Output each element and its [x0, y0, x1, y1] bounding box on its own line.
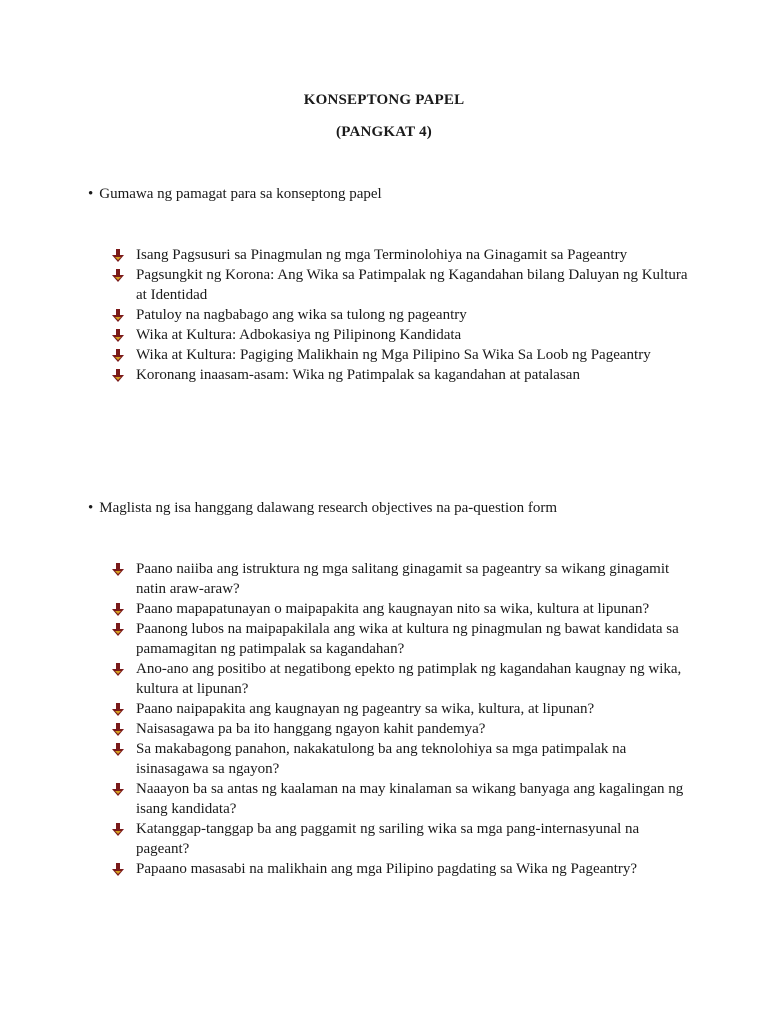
arrow-down-bullet-icon: [112, 783, 124, 796]
list-item-text: Naisasagawa pa ba ito hanggang ngayon kahit pandemya?: [136, 721, 486, 737]
list-item: [112, 305, 692, 325]
arrow-down-bullet-icon: [112, 863, 124, 876]
section-2-heading: [88, 498, 728, 518]
list-item: [112, 739, 692, 779]
arrow-down-bullet-icon: [112, 703, 124, 716]
list-item: [112, 619, 692, 659]
title-options-list: [112, 245, 692, 385]
list-item: [112, 559, 692, 599]
list-item-text: Paano naiiba ang istruktura ng mga salitang ginagamit sa pageantry sa wikang ginagamit natin araw-araw?: [136, 561, 670, 597]
arrow-down-bullet-icon: [112, 563, 124, 576]
list-item-text: Paanong lubos na maipapakilala ang wika at kultura ng pinagmulan ng bawat kandidata sa pamamagitan ng patimpalak sa kagandahan?: [136, 621, 679, 657]
list-item: [112, 779, 692, 819]
list-item: [112, 599, 692, 619]
list-item: [112, 719, 692, 739]
arrow-down-bullet-icon: [112, 369, 124, 382]
list-item-text: Wika at Kultura: Pagiging Malikhain ng Mga Pilipino Sa Wika Sa Loob ng Pageantry: [136, 347, 651, 363]
list-item: [112, 699, 692, 719]
list-item-text: Paano mapapatunayan o maipapakita ang kaugnayan nito sa wika, kultura at lipunan?: [136, 601, 650, 617]
section-1-heading: [88, 184, 728, 204]
bullet-dot: •: [88, 186, 94, 202]
list-item: [112, 345, 692, 365]
document-subtitle: (PANGKAT 4): [336, 124, 432, 140]
list-item: [112, 325, 692, 345]
list-item-text: Papaano masasabi na malikhain ang mga Pilipino pagdating sa Wika ng Pageantry?: [136, 861, 638, 877]
section-1-heading-text: Gumawa ng pamagat para sa konseptong papel: [99, 186, 382, 202]
research-objectives-list: [112, 559, 692, 879]
list-item-text: Wika at Kultura: Adbokasiya ng Pilipinong Kandidata: [136, 327, 462, 343]
document-title: KONSEPTONG PAPEL: [303, 92, 465, 108]
arrow-down-bullet-icon: [112, 269, 124, 282]
arrow-down-bullet-icon: [112, 823, 124, 836]
arrow-down-bullet-icon: [112, 249, 124, 262]
list-item-text: Koronang inaasam-asam: Wika ng Patimpalak sa kagandahan at patalasan: [136, 367, 580, 383]
list-item: [112, 819, 692, 859]
list-item-text: Paano naipapakita ang kaugnayan ng pageantry sa wika, kultura, at lipunan?: [136, 701, 595, 717]
list-item: [112, 265, 692, 305]
arrow-down-bullet-icon: [112, 603, 124, 616]
list-item-text: Patuloy na nagbabago ang wika sa tulong ng pageantry: [136, 307, 467, 323]
list-item: [112, 659, 692, 699]
list-item: [112, 859, 692, 879]
arrow-down-bullet-icon: [112, 349, 124, 362]
list-item: [112, 245, 692, 265]
arrow-down-bullet-icon: [112, 663, 124, 676]
list-item-text: Pagsungkit ng Korona: Ang Wika sa Patimpalak ng Kagandahan bilang Daluyan ng Kultura at Identidad: [136, 267, 688, 303]
list-item-text: Ano-ano ang positibo at negatibong epekto ng patimplak ng kagandahan kaugnay ng wika, kultura at lipunan?: [136, 661, 682, 697]
list-item-text: Naaayon ba sa antas ng kaalaman na may kinalaman sa wikang banyaga ang kagalingan ng isang kandidata?: [136, 781, 684, 817]
section-2-heading-text: Maglista ng isa hanggang dalawang research objectives na pa-question form: [99, 500, 558, 516]
arrow-down-bullet-icon: [112, 743, 124, 756]
list-item: [112, 365, 692, 385]
arrow-down-bullet-icon: [112, 623, 124, 636]
arrow-down-bullet-icon: [112, 309, 124, 322]
arrow-down-bullet-icon: [112, 723, 124, 736]
arrow-down-bullet-icon: [112, 329, 124, 342]
bullet-dot: •: [88, 500, 94, 516]
list-item-text: Katanggap-tanggap ba ang paggamit ng sariling wika sa mga pang-internasyunal na pageant?: [136, 821, 640, 857]
list-item-text: Isang Pagsusuri sa Pinagmulan ng mga Terminolohiya na Ginagamit sa Pageantry: [136, 247, 628, 263]
list-item-text: Sa makabagong panahon, nakakatulong ba ang teknolohiya sa mga patimpalak na isinasagawa sa ngayon?: [136, 741, 627, 777]
